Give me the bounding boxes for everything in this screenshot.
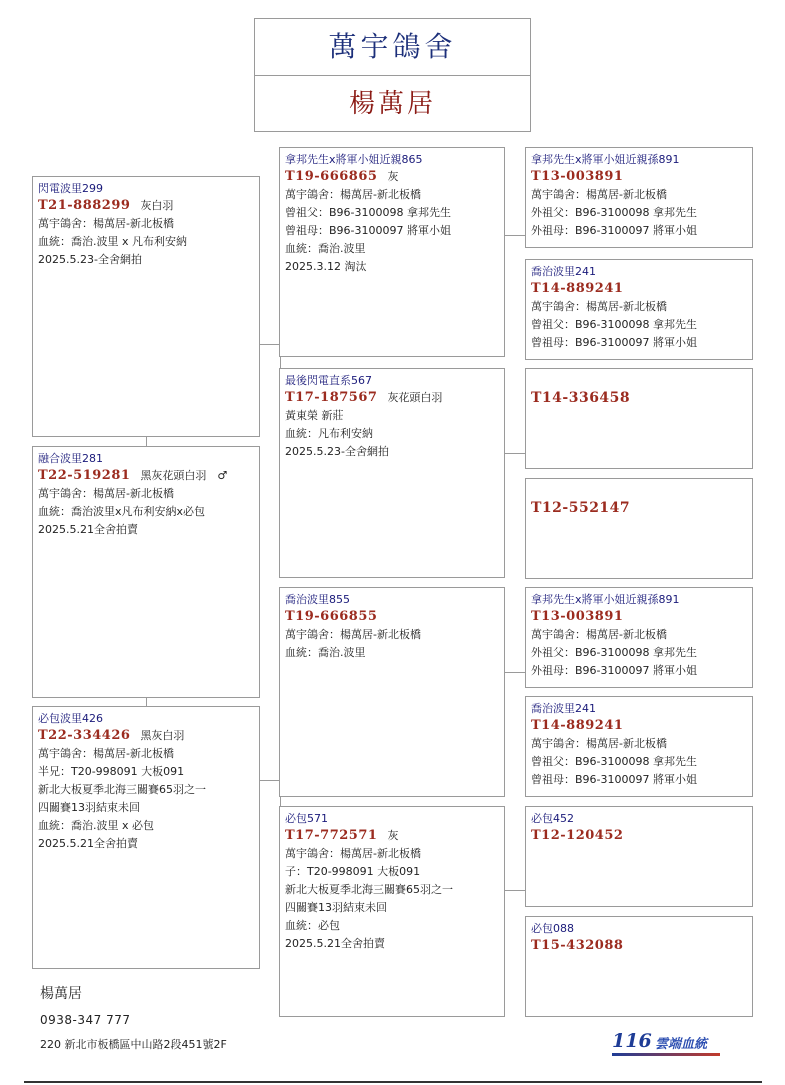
feather-color: 灰 xyxy=(387,829,399,842)
feather-color: 灰白羽 xyxy=(140,199,174,212)
pigeon-name: 閃電波里299 xyxy=(38,182,103,195)
info-line: 萬宇鴿舍：楊萬居-新北板橋 xyxy=(38,487,174,500)
pedigree-card-grandparent xyxy=(525,259,753,360)
pigeon-name: 最後閃電直系567 xyxy=(285,374,372,387)
info-line: 血統：喬治.波里 x 必包 xyxy=(38,819,154,832)
info-line: 四關賽13羽結束未回 xyxy=(38,801,140,814)
pigeon-name: 必包571 xyxy=(285,812,328,825)
info-line: 半兄：T20-998091 大板091 xyxy=(38,765,185,778)
info-line: 2025.5.21全舍拍賣 xyxy=(38,523,138,536)
info-line: 2025.5.23-全舍網拍 xyxy=(38,253,142,266)
feather-color: 灰 xyxy=(387,170,399,183)
ring-number: T15-432088 xyxy=(531,938,624,953)
pedigree-card-parent xyxy=(279,368,505,578)
info-line: 曾祖母：B96-3100097 將軍小姐 xyxy=(531,336,697,349)
info-line: 2025.3.12 淘汰 xyxy=(285,260,367,273)
ring-number: T19-666865 灰 xyxy=(285,169,399,184)
ring-number: T12-120452 xyxy=(531,828,624,843)
connector xyxy=(505,453,525,454)
connector xyxy=(260,780,280,781)
info-line: 萬宇鴿舍：楊萬居-新北板橋 xyxy=(531,300,667,313)
ring-number: T13-003891 xyxy=(531,169,624,184)
owner-info xyxy=(40,984,227,1054)
info-line: 萬宇鴿舍：楊萬居-新北板橋 xyxy=(285,628,421,641)
ring-number: T22-519281 黑灰花頭白羽 ♂ xyxy=(38,468,228,483)
info-line: 血統：喬治波里x凡布利安納x必包 xyxy=(38,505,206,518)
owner-title: 楊萬居 xyxy=(348,89,436,119)
pigeon-name: 喬治波里241 xyxy=(531,702,596,715)
ring-number: T14-336458 xyxy=(531,390,631,406)
connector xyxy=(260,344,280,345)
pedigree-card-dam xyxy=(32,706,260,969)
owner-address: 220 新北市板橋區中山路2段451號2F xyxy=(40,1038,227,1051)
info-line: 萬宇鴿舍：楊萬居-新北板橋 xyxy=(531,737,667,750)
pigeon-name: 融合波里281 xyxy=(38,452,103,465)
info-line: 四關賽13羽結束未回 xyxy=(285,901,387,914)
ring-number: T22-334426 黑灰白羽 xyxy=(38,728,185,743)
pedigree-card-grandparent xyxy=(525,147,753,248)
info-line: 外祖母：B96-3100097 將軍小姐 xyxy=(531,664,697,677)
connector xyxy=(146,698,147,706)
connector xyxy=(146,437,147,446)
info-line: 萬宇鴿舍：楊萬居-新北板橋 xyxy=(285,847,421,860)
pedigree-card-parent xyxy=(279,147,505,357)
pigeon-name: 必包088 xyxy=(531,922,574,935)
pigeon-name: 喬治波里855 xyxy=(285,593,350,606)
info-line: 外祖父：B96-3100098 拿邦先生 xyxy=(531,646,697,659)
info-line: 血統：喬治.波里 xyxy=(285,646,366,659)
info-line: 萬宇鴿舍：楊萬居-新北板橋 xyxy=(531,628,667,641)
info-line: 曾祖母：B96-3100097 將軍小姐 xyxy=(531,773,697,786)
info-line: 2025.5.21全舍拍賣 xyxy=(285,937,385,950)
pedigree-card-grandparent xyxy=(525,478,753,579)
connector xyxy=(505,672,525,673)
info-line: 新北大板夏季北海三關賽65羽之一 xyxy=(38,783,206,796)
info-line: 2025.5.23-全舍網拍 xyxy=(285,445,389,458)
pedigree-card-parent xyxy=(279,587,505,797)
pedigree-card-grandparent xyxy=(525,368,753,469)
info-line: 2025.5.21全舍拍賣 xyxy=(38,837,138,850)
pedigree-card-subject xyxy=(32,446,260,698)
ring-number: T14-889241 xyxy=(531,718,624,733)
info-line: 曾祖父：B96-3100098 拿邦先生 xyxy=(285,206,451,219)
info-line: 曾祖母：B96-3100097 將軍小姐 xyxy=(285,224,451,237)
ring-number: T19-666855 xyxy=(285,609,378,624)
ring-number: T14-889241 xyxy=(531,281,624,296)
info-line: 血統：喬治.波里 x 凡布利安納 xyxy=(38,235,187,248)
pigeon-name: 必包452 xyxy=(531,812,574,825)
ring-number: T17-187567 灰花頭白羽 xyxy=(285,390,443,405)
pedigree-card-grandparent xyxy=(525,916,753,1017)
logo-text: 雲端血統 xyxy=(655,1037,708,1052)
pigeon-name: 拿邦先生x將軍小姐近親865 xyxy=(285,153,423,166)
logo-underline xyxy=(612,1053,720,1056)
info-line: 血統：凡布利安納 xyxy=(285,427,373,440)
pigeon-name: 拿邦先生x將軍小姐近親孫891 xyxy=(531,153,680,166)
info-line: 曾祖父：B96-3100098 拿邦先生 xyxy=(531,318,697,331)
pedigree-card-parent xyxy=(279,806,505,1017)
pigeon-name: 必包波里426 xyxy=(38,712,103,725)
info-line: 萬宇鴿舍：楊萬居-新北板橋 xyxy=(38,217,174,230)
feather-color: 黑灰白羽 xyxy=(140,729,185,742)
feather-color: 黑灰花頭白羽 ♂ xyxy=(140,469,228,482)
info-line: 萬宇鴿舍：楊萬居-新北板橋 xyxy=(531,188,667,201)
info-line: 外祖父：B96-3100098 拿邦先生 xyxy=(531,206,697,219)
feather-color: 灰花頭白羽 xyxy=(387,391,443,404)
info-line: 萬宇鴿舍：楊萬居-新北板橋 xyxy=(38,747,174,760)
ring-number: T17-772571 灰 xyxy=(285,828,399,843)
pedigree-card-grandparent xyxy=(525,696,753,797)
ring-number: T12-552147 xyxy=(531,500,631,516)
bottom-divider xyxy=(24,1081,762,1083)
logo-number: 116 xyxy=(612,1030,652,1052)
info-line: 血統：必包 xyxy=(285,919,340,932)
info-line: 血統：喬治.波里 xyxy=(285,242,366,255)
owner-name: 楊萬居 xyxy=(40,986,82,1002)
pigeon-name: 拿邦先生x將軍小姐近親孫891 xyxy=(531,593,680,606)
connector xyxy=(505,890,525,891)
connector xyxy=(505,235,525,236)
info-line: 曾祖父：B96-3100098 拿邦先生 xyxy=(531,755,697,768)
ring-number: T13-003891 xyxy=(531,609,624,624)
pedigree-card-grandparent xyxy=(525,806,753,907)
title-box xyxy=(254,18,531,132)
owner-phone: 0938-347 777 xyxy=(40,1013,131,1027)
pedigree-card-sire xyxy=(32,176,260,437)
pedigree-card-grandparent xyxy=(525,587,753,688)
info-line: 外祖母：B96-3100097 將軍小姐 xyxy=(531,224,697,237)
loft-title: 萬宇鴿舍 xyxy=(255,19,530,76)
info-line: 新北大板夏季北海三關賽65羽之一 xyxy=(285,883,453,896)
info-line: 萬宇鴿舍：楊萬居-新北板橋 xyxy=(285,188,421,201)
info-line: 黃東榮 新莊 xyxy=(285,409,344,422)
ring-number: T21-888299 灰白羽 xyxy=(38,198,174,213)
info-line: 子：T20-998091 大板091 xyxy=(285,865,421,878)
pigeon-name: 喬治波里241 xyxy=(531,265,596,278)
cloud-pedigree-logo xyxy=(612,1030,722,1060)
